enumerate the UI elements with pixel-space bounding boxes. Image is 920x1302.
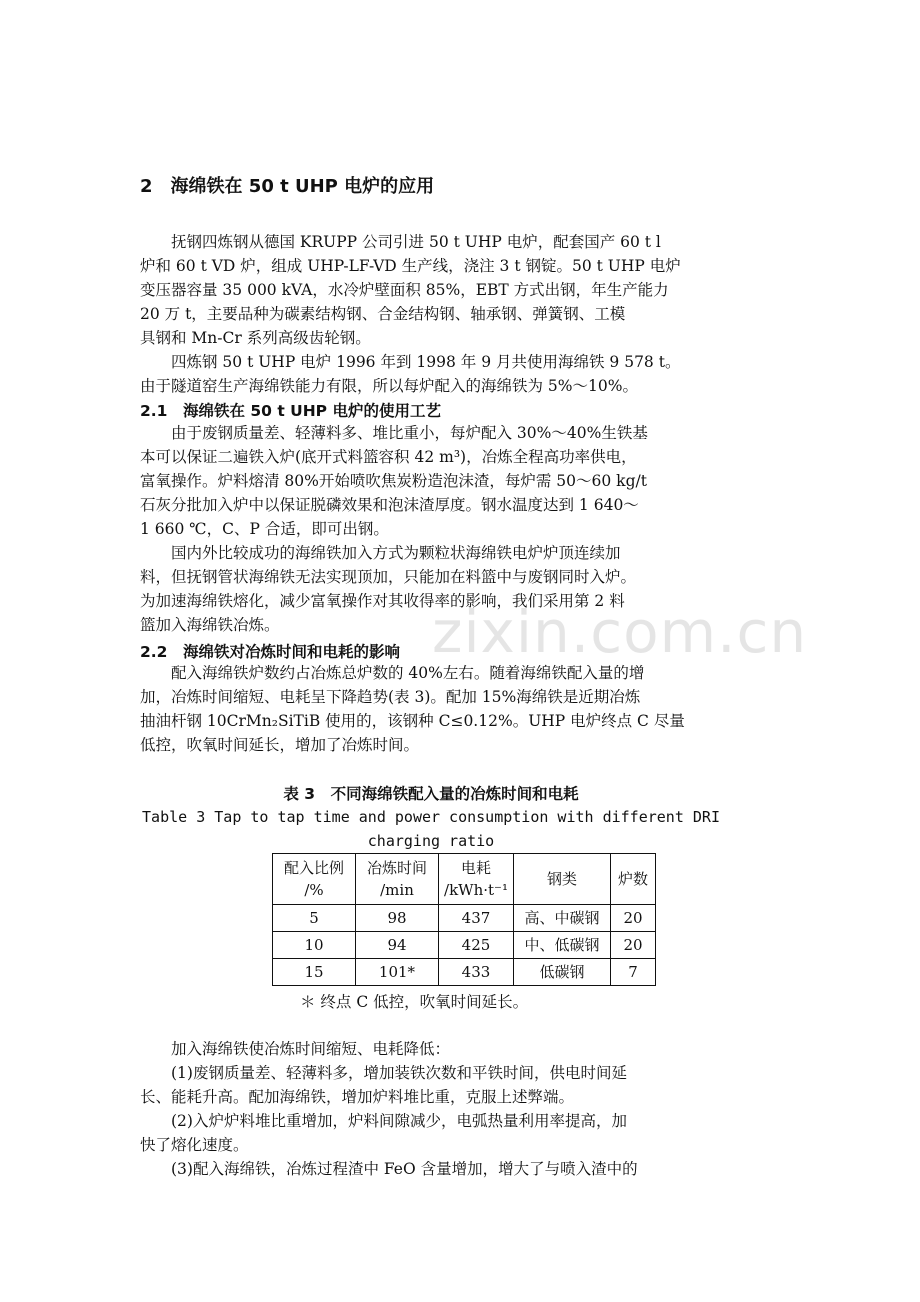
- table-caption-cn: 表 3 不同海绵铁配入量的冶炼时间和电耗: [283, 785, 579, 803]
- table-cell: 433: [439, 959, 514, 986]
- watermark: zixin.com.cn: [432, 598, 808, 666]
- header-unit: /min: [380, 881, 414, 899]
- table-cell: 10: [273, 932, 356, 959]
- text-line: 具钢和 Mn-Cr 系列高级齿轮钢。: [140, 329, 371, 347]
- header-text: 配入比例: [283, 859, 344, 877]
- paragraph-intro: [140, 230, 722, 398]
- text-line: 加入海绵铁使冶炼时间缩短、电耗降低：: [140, 1040, 451, 1058]
- text-line: 国内外比较成功的海绵铁加入方式为颗粒状海绵铁电炉炉顶连续加: [140, 544, 621, 562]
- table-footnote: ＊ 终点 C 低控，吹氧时间延长。: [300, 993, 529, 1011]
- text-line: 四炼钢 50 t UHP 电炉 1996 年到 1998 年 9 月共使用海绵铁 9 578 t。: [140, 353, 681, 371]
- text-line: 由于废钢质量差、轻薄料多、堆比重小，每炉配入 30%～40%生铁基: [140, 424, 648, 442]
- text-line: 低控，吹氧时间延长，增加了冶炼时间。: [140, 736, 420, 754]
- table-cell: 437: [439, 905, 514, 932]
- text-line: 抽油杆钢 10CrMn₂SiTiB 使用的，该钢种 C≤0.12%。UHP 电炉终点 C 尽量: [140, 712, 685, 730]
- text-line: (1)废钢质量差、轻薄料多，增加装铁次数和平铁时间，供电时间延: [140, 1064, 627, 1082]
- text-line: 1 660 ℃，C、P 合适，即可出钢。: [140, 520, 389, 538]
- text-line: (2)入炉炉料堆比重增加，炉料间隙减少，电弧热量利用率提高，加: [140, 1112, 627, 1130]
- table-header-cell: [514, 854, 611, 905]
- header-text: 电耗: [460, 859, 491, 877]
- text-line: 变压器容量 35 000 kVA，水冷炉壁面积 85%，EBT 方式出钢，年生产能力: [140, 281, 669, 299]
- table-cell: 98: [356, 905, 439, 932]
- text-line: (3)配入海绵铁，冶炼过程渣中 FeO 含量增加，增大了与喷入渣中的: [140, 1160, 638, 1178]
- section-heading-2-2: 2.2 海绵铁对冶炼时间和电耗的影响: [140, 643, 400, 661]
- text-line: 为加速海绵铁熔化，减少富氧操作对其收得率的影响，我们采用第 2 料: [140, 592, 625, 610]
- header-text: 炉数: [617, 870, 648, 888]
- table-row: [273, 959, 656, 986]
- text-line: 快了熔化速度。: [140, 1136, 249, 1154]
- data-table: [272, 853, 656, 986]
- paragraph-benefits: [140, 1037, 722, 1181]
- table-cell: 高、中碳钢: [514, 905, 611, 932]
- table-cell: 94: [356, 932, 439, 959]
- header-unit: /%: [304, 881, 324, 899]
- text-line: 料，但抚钢管状海绵铁无法实现顶加，只能加在料篮中与废钢同时入炉。: [140, 568, 637, 586]
- table-cell: 425: [439, 932, 514, 959]
- text-line: 20 万 t，主要品种为碳素结构钢、合金结构钢、轴承钢、弹簧钢、工模: [140, 305, 626, 323]
- table-cell: 中、低碳钢: [514, 932, 611, 959]
- section-heading-2-1: 2.1 海绵铁在 50 t UHP 电炉的使用工艺: [140, 402, 441, 420]
- text-line: 炉和 60 t VD 炉，组成 UHP-LF-VD 生产线，浇注 3 t 钢锭。50 t UHP 电炉: [140, 257, 681, 275]
- header-unit: /kWh·t⁻¹: [444, 881, 508, 899]
- section-heading-2: 2 海绵铁在 50 t UHP 电炉的应用: [140, 176, 435, 197]
- table-cell: 20: [611, 932, 656, 959]
- table-row: [273, 905, 656, 932]
- text-line: 由于隧道窑生产海绵铁能力有限，所以每炉配入的海绵铁为 5%～10%。: [140, 377, 638, 395]
- header-text: 冶炼时间: [366, 859, 427, 877]
- text-line: 石灰分批加入炉中以保证脱磷效果和泡沫渣厚度。钢水温度达到 1 640～: [140, 496, 639, 514]
- table-header-cell: [439, 854, 514, 905]
- paragraph-effect: [140, 661, 722, 757]
- table-cell: 低碳钢: [514, 959, 611, 986]
- table-header-cell: [611, 854, 656, 905]
- table-cell: 101*: [356, 959, 439, 986]
- text-line: 配入海绵铁炉数约占冶炼总炉数的 40%左右。随着海绵铁配入量的增: [140, 664, 645, 682]
- text-line: 长、能耗升高。配加海绵铁，增加炉料堆比重，克服上述弊端。: [140, 1088, 575, 1106]
- table-cell: 20: [611, 905, 656, 932]
- table-caption-en-line: Table 3 Tap to tap time and power consumption with different DRI: [142, 808, 720, 826]
- table-cell: 5: [273, 905, 356, 932]
- table-row: [273, 932, 656, 959]
- text-line: 篮加入海绵铁冶炼。: [140, 616, 280, 634]
- table-cell: 15: [273, 959, 356, 986]
- text-line: 抚钢四炼钢从德国 KRUPP 公司引进 50 t UHP 电炉，配套国产 60 t l: [140, 233, 661, 251]
- text-line: 本可以保证二遍铁入炉(底开式料篮容积 42 m³)，冶炼全程高功率供电，: [140, 448, 637, 466]
- table-header-cell: [273, 854, 356, 905]
- header-text: 钢类: [546, 870, 577, 888]
- table-header-cell: [356, 854, 439, 905]
- table-caption-en-line: charging ratio: [367, 832, 495, 850]
- table-header-row: [273, 854, 656, 905]
- text-line: 加，冶炼时间缩短、电耗呈下降趋势(表 3)。配加 15%海绵铁是近期冶炼: [140, 688, 641, 706]
- table-cell: 7: [611, 959, 656, 986]
- table-caption-en: [140, 805, 722, 853]
- text-line: 富氧操作。炉料熔清 80%开始喷吹焦炭粉造泡沫渣，每炉需 50～60 kg/t: [140, 472, 647, 490]
